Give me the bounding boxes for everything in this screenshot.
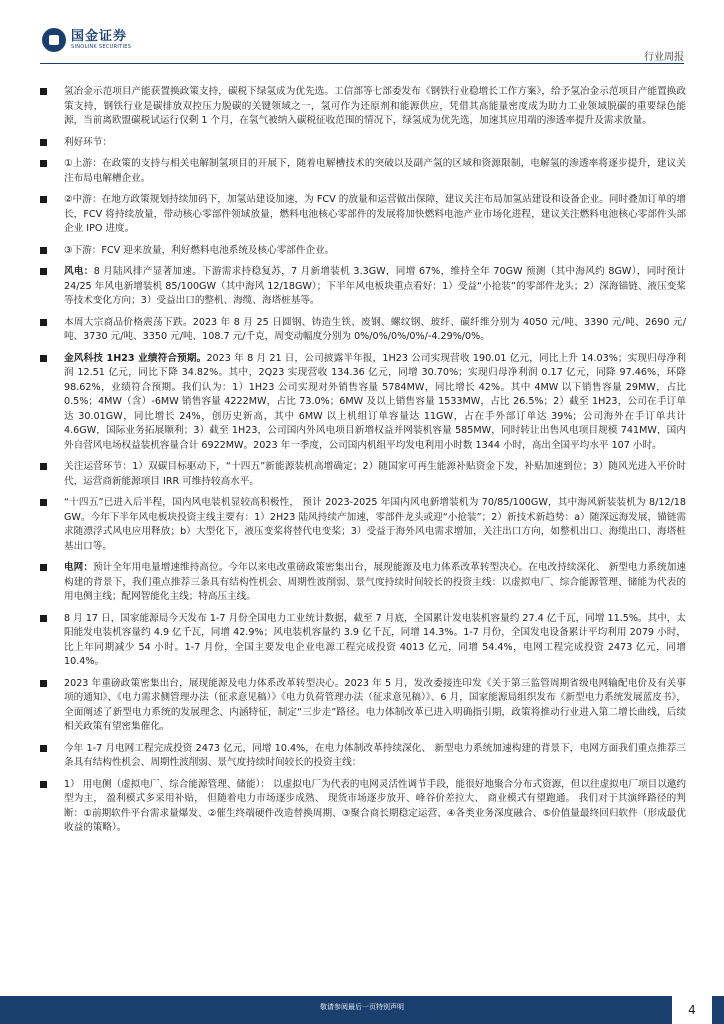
- paragraph-text: 利好环节：: [64, 136, 112, 148]
- bullet-paragraph: [40, 742, 686, 771]
- header-divider: [40, 63, 684, 64]
- bullet-paragraph: [40, 561, 686, 605]
- bullet-paragraph: [40, 677, 686, 735]
- paragraph-text: 8 月陆风排产显著加速。下游需求持稳复苏，7 月新增装机 3.3GW，同增 67%，维持全年 70GW 预测（其中海风约 8GW），同时预计 24/25 年风电新增装机 85/100GW（其中海风 12/18GW）；下半年风电板块重点看好：1）受益“小抢装”的零部件龙头；2）深海锚链、液压变桨等技术变化方向；3）受益出口的整机、海缆、海塔桩基等。: [64, 266, 686, 306]
- square-bullet-icon: [40, 463, 47, 470]
- paragraph-text: ②中游：在地方政策规划持续加码下，加氢站建设加速，为 FCV 的放量和运营做出保障，建议关注布局加氢站建设和设备企业。同时叠加订单的增长，FCV 将持续放量，带动核心零部件领域放量，燃料电池核心零部件的发展将加快燃料电池产业市场化进程，建议关注燃料电池核心零部件头部企业 IPO 进度。: [64, 194, 686, 234]
- report-type-label: 行业周报: [644, 52, 684, 63]
- square-bullet-icon: [40, 319, 47, 326]
- square-bullet-icon: [40, 355, 47, 362]
- paragraph-text: 8 月 17 日，国家能源局今天发布 1-7 月份全国电力工业统计数据，截至 7 月底，全国累计发电装机容量约 27.4 亿千瓦，同增 11.5%。其中，太阳能发电装机容量约 4.9 亿千瓦，同增 42.9%；风电装机容量约 3.9 亿千瓦，同增 14.3%。1-7 月份，全国发电设备累计平均利用 2079 小时，比上年同期减少 54 小时。1-7 月份，全国主要发电企业电源工程完成投资 4013 亿元，同增 54.4%，电网工程完成投资 2473 亿元，同增 10.4%。: [64, 612, 686, 667]
- square-bullet-icon: [40, 745, 47, 752]
- paragraph-text: ①上游：在政策的支持与相关电解制氢项目的开展下，随着电解槽技术的突破以及副产氢的区域和资源限制，电解氢的渗透率将逐步提升，建议关注布局电解槽企业。: [64, 158, 686, 184]
- bullet-paragraph: [40, 496, 686, 554]
- paragraph-lead: 风电：: [64, 266, 94, 277]
- square-bullet-icon: [40, 139, 47, 146]
- bullet-paragraph: [40, 316, 686, 345]
- square-bullet-icon: [40, 88, 47, 95]
- bullet-paragraph: [40, 136, 686, 151]
- square-bullet-icon: [40, 781, 47, 788]
- bullet-paragraph: [40, 157, 686, 186]
- footer-disclaimer: 敬请参阅最后一页特别声明: [320, 1003, 404, 1011]
- paragraph-text: 预计全年用电量增速维持高位。今年以来电改重磅政策密集出台，展现能源及电力体系改革转型决心。在电改持续深化、 新型电力系统加速构建的背景下，我们重点推荐三条具有结构性机会、周期性波削弱、景气度持续时间较长的投资主线：以虚拟电厂、综合能源管理、储能为代表的用电侧主线；配网智能化主线；特高压主线。: [64, 562, 686, 602]
- paragraph-text: 2023 年 8 月 21 日，公司披露半年报，1H23 公司实现营收 190.01 亿元，同比上升 14.03%；实现归母净利润 12.51 亿元，同比下降 34.82%。其中，2Q23 实现营收 134.36 亿元，同增 30.70%；实现归母净利润 0.17 亿元，同降 97.46%，环降 98.62%，业绩符合预期。我们认为：1）1H23 公司实现对外销售容量 5784MW，同比增长 42%。其中 4MW 以下销售容量 29MW，占比 0.5%；4MW（含）-6MW 销售容量 4222MW，占比 73.0%；6MW 及以上销售容量 1533MW，占比 26.5%；2）截至 1H23，公司在手订单达 30.01GW，同比增长 24%，创历史新高，其中 6MW 以上机组订单容量达 11GW，占在手外部订单达 39%；公司海外在手订单共计 4.6GW，国际业务拓展顺利；3）截至 1H23，公司国内外风电项目新增权益并网装机容量 585MW，同时转让出售风电项目规模 741MW，国内外自营风电场权益装机容量合计 6922MW。2023 年一季度，公司国内机组平均发电利用小时数 1344 小时，高出全国平均水平 107 小时。: [64, 352, 686, 451]
- square-bullet-icon: [40, 564, 47, 571]
- logo-chinese-name: 国金证券: [71, 29, 128, 44]
- sinolink-logo-icon: [42, 28, 66, 52]
- square-bullet-icon: [40, 160, 47, 167]
- bullet-paragraph: [40, 352, 686, 454]
- bullet-paragraph: [40, 193, 686, 237]
- paragraph-lead: 电网：: [64, 562, 94, 573]
- paragraph-text: 2023 年重磅政策密集出台，展现能源及电力体系改革转型决心。2023 年 5 月，发改委接连印发《关于第三监管周期省级电网输配电价及有关事项的通知》、《电力需求侧管理办法（征求意见稿）》《电力负荷管理办法（征求意见稿）》、6 月，国家能源局组织发布《新型电力系统发展蓝皮书》， 全面阐述了新型电力系统的发展理念、内涵特征，制定“三步走”路径。电力体制改革已进入明确指引期，政策将推动行业进入第二增长曲线，后续相关政策有望密集催化。: [64, 677, 686, 732]
- square-bullet-icon: [40, 499, 47, 506]
- paragraph-text: 氢冶金示范项目产能获置换政策支持，碳税下绿氢成为优先选。工信部等七部委发布《钢铁行业稳增长工作方案》，给予氢冶金示范项目产能置换政策支持，钢铁行业是碳排放双控压力脱碳的关键领域之一，氢可作为还原剂和能源供应，凭借其高能量密度成为助力工业领域脱碳的重要绿色能源，当前离欧盟碳税试运行仅剩 1 个月，在氢气被纳入碳税征收范围的情况下，绿氢成为优先选，加速其应用端的渗透率提升及需求放量。: [64, 86, 686, 126]
- bullet-paragraph: [40, 612, 686, 670]
- paragraph-lead: 金风科技 1H23 业绩符合预期。: [64, 352, 207, 364]
- bullet-paragraph: [40, 265, 686, 309]
- bullet-paragraph: [40, 85, 686, 129]
- square-bullet-icon: [40, 247, 47, 254]
- page-number: 4: [672, 996, 712, 1024]
- page-footer: [0, 996, 724, 1024]
- paragraph-text: ③下游：FCV 迎来放量，利好燃料电池系统及核心零部件企业。: [64, 244, 335, 256]
- bullet-paragraph: [40, 460, 686, 489]
- paragraph-text: “十四五”已进入后半程，国内风电装机显较高积极性， 预计 2023-2025 年国内风电新增装机为 70/85/100GW，其中海风新装装机为 8/12/18 GW。今年下半年风电板块投资主线主要有：1）2H23 陆风持续产加速，零部件龙头或迎“小抢装”；2）新技术新趋势：a）随深远海发展，锚链需求随漂浮式风电应用释放；b）大型化下，液压变桨将替代电变桨；3）受益于海外风电需求增加，关注出口方向，如整机出口、海缆出口、海塔桩基出口等。: [64, 497, 686, 552]
- paragraph-text: 关注运营环节：1）双碳目标驱动下，“十四五”新能源装机高增确定；2）随国家可再生能源补贴资金下发，补贴加速到位；3）随风光进入平价时代，运营商新能源项目 IRR 可维持较高水平。: [64, 461, 686, 487]
- square-bullet-icon: [40, 680, 47, 687]
- paragraph-text: 1） 用电侧（虚拟电厂、综合能源管理、储能）： 以虚拟电厂为代表的电网灵活性调节手段，能很好地聚合分布式资源，但以往虚拟电厂项目以邀约型为主， 盈利模式多采用补贴， 但随着电力市场逐步成熟、 现货市场逐步放开、峰谷价差拉大、 商业模式有望跑通。 我们对于其演绎路径的判断：①前期软件平台需求量爆发、②催生终端硬件改造替换周期、③聚合商长期稳定运营、④各类业务深度融合、⑤价值量最终回归软件（形成最优收益的策略）。: [64, 778, 686, 833]
- paragraph-text: 本周大宗商品价格震荡下跌。2023 年 8 月 25 日圆钢、铸造生铁、废钢、螺纹钢、玻纤、碳纤维分别为 4050 元/吨、3390 元/吨、2690 元/吨、3730 元/吨、3350 元/吨、108.7 元/千克，周变动幅度分别为 0%/0%/0%/0%/-4.29%/0%。: [64, 316, 686, 342]
- bullet-paragraph: [40, 778, 686, 836]
- paragraph-text: 今年 1-7 月电网工程完成投资 2473 亿元，同增 10.4%，在电力体制改革持续深化、 新型电力系统加速构建的背景下，电网方面我们重点推荐三条具有结构性机会、周期性波削弱、景气度持续时间较长的投资主线：: [64, 742, 686, 768]
- square-bullet-icon: [40, 268, 47, 275]
- page-header: [0, 0, 724, 63]
- square-bullet-icon: [40, 196, 47, 203]
- report-body: [40, 85, 686, 843]
- square-bullet-icon: [40, 615, 47, 622]
- logo-english-name: SINOLINK SECURITIES: [71, 44, 132, 50]
- sinolink-logo: [42, 28, 131, 52]
- bullet-paragraph: [40, 244, 686, 259]
